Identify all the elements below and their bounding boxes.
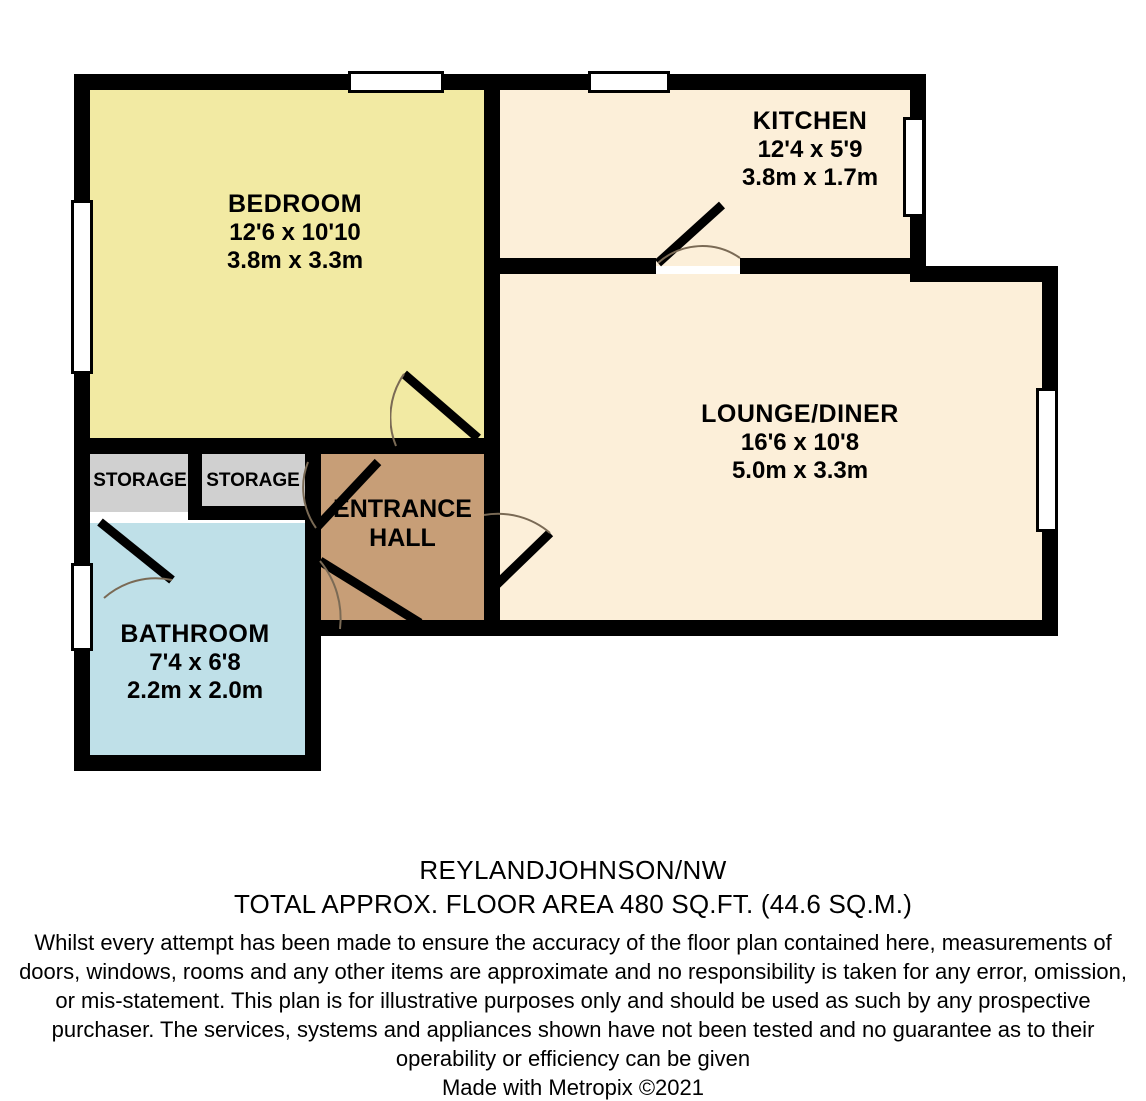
storage-right-label: STORAGE	[206, 470, 300, 491]
wall-top	[74, 74, 926, 90]
lounge-diner-dim-metric: 5.0m x 3.3m	[731, 456, 869, 484]
kitchen-dim-metric: 3.8m x 1.7m	[741, 163, 879, 191]
entrance-hall-line1: ENTRANCE	[333, 495, 472, 523]
bathroom-name: BATHROOM	[120, 620, 270, 648]
window-bedroom-left	[71, 200, 93, 374]
lounge-diner-label	[650, 400, 950, 485]
wall-kitchen-bottom-2	[740, 258, 920, 274]
wall-kitchen-bottom	[500, 258, 656, 274]
agent-name: REYLANDJOHNSON/NW	[419, 855, 727, 885]
window-lounge-right	[1036, 388, 1058, 532]
door-kitchen	[640, 195, 760, 280]
credit-text: Made with Metropix ©2021	[441, 1075, 704, 1101]
lounge-diner-dim-imperial: 16'6 x 10'8	[740, 429, 860, 456]
window-top-kitchen	[588, 71, 670, 93]
total-floor-area: TOTAL APPROX. FLOOR AREA 480 SQ.FT. (44.6 SQ.M.)	[233, 889, 913, 919]
wall-lounge-top	[910, 266, 1058, 282]
door-bathroom	[90, 508, 205, 603]
entrance-hall-line2: HALL	[369, 524, 436, 552]
footer	[0, 855, 1146, 1101]
kitchen-name: KITCHEN	[752, 107, 868, 135]
bedroom-label	[150, 190, 440, 275]
window-top-bedroom	[348, 71, 444, 93]
bathroom-dim-imperial: 7'4 x 6'8	[149, 649, 241, 676]
wall-bottom-left	[74, 755, 321, 771]
bedroom-name: BEDROOM	[227, 190, 363, 218]
bedroom-dim-metric: 3.8m x 3.3m	[226, 246, 364, 274]
wall-storage-bottom	[188, 506, 318, 520]
storage-left-label: STORAGE	[93, 470, 187, 491]
bathroom-dim-metric: 2.2m x 2.0m	[126, 676, 264, 704]
kitchen-label	[665, 107, 955, 192]
bathroom-label	[50, 620, 340, 705]
kitchen-dim-imperial: 12'4 x 5'9	[757, 136, 863, 163]
disclaimer-text: Whilst every attempt has been made to ensure the accuracy of the floor plan contained here, measurements of doors, windows, rooms and any other items are approximate and no responsibility is taken for any error, omission, or mis-statement. This plan is for illustrative purposes only and should be used as such by any prospective purchaser. The services, systems and appliances shown have not been tested and no guarantee as to their operability or efficiency can be given	[19, 930, 1127, 1072]
entrance-hall-label	[315, 495, 490, 553]
lounge-diner-name: LOUNGE/DINER	[701, 400, 899, 428]
bedroom-dim-imperial: 12'6 x 10'10	[229, 219, 361, 246]
